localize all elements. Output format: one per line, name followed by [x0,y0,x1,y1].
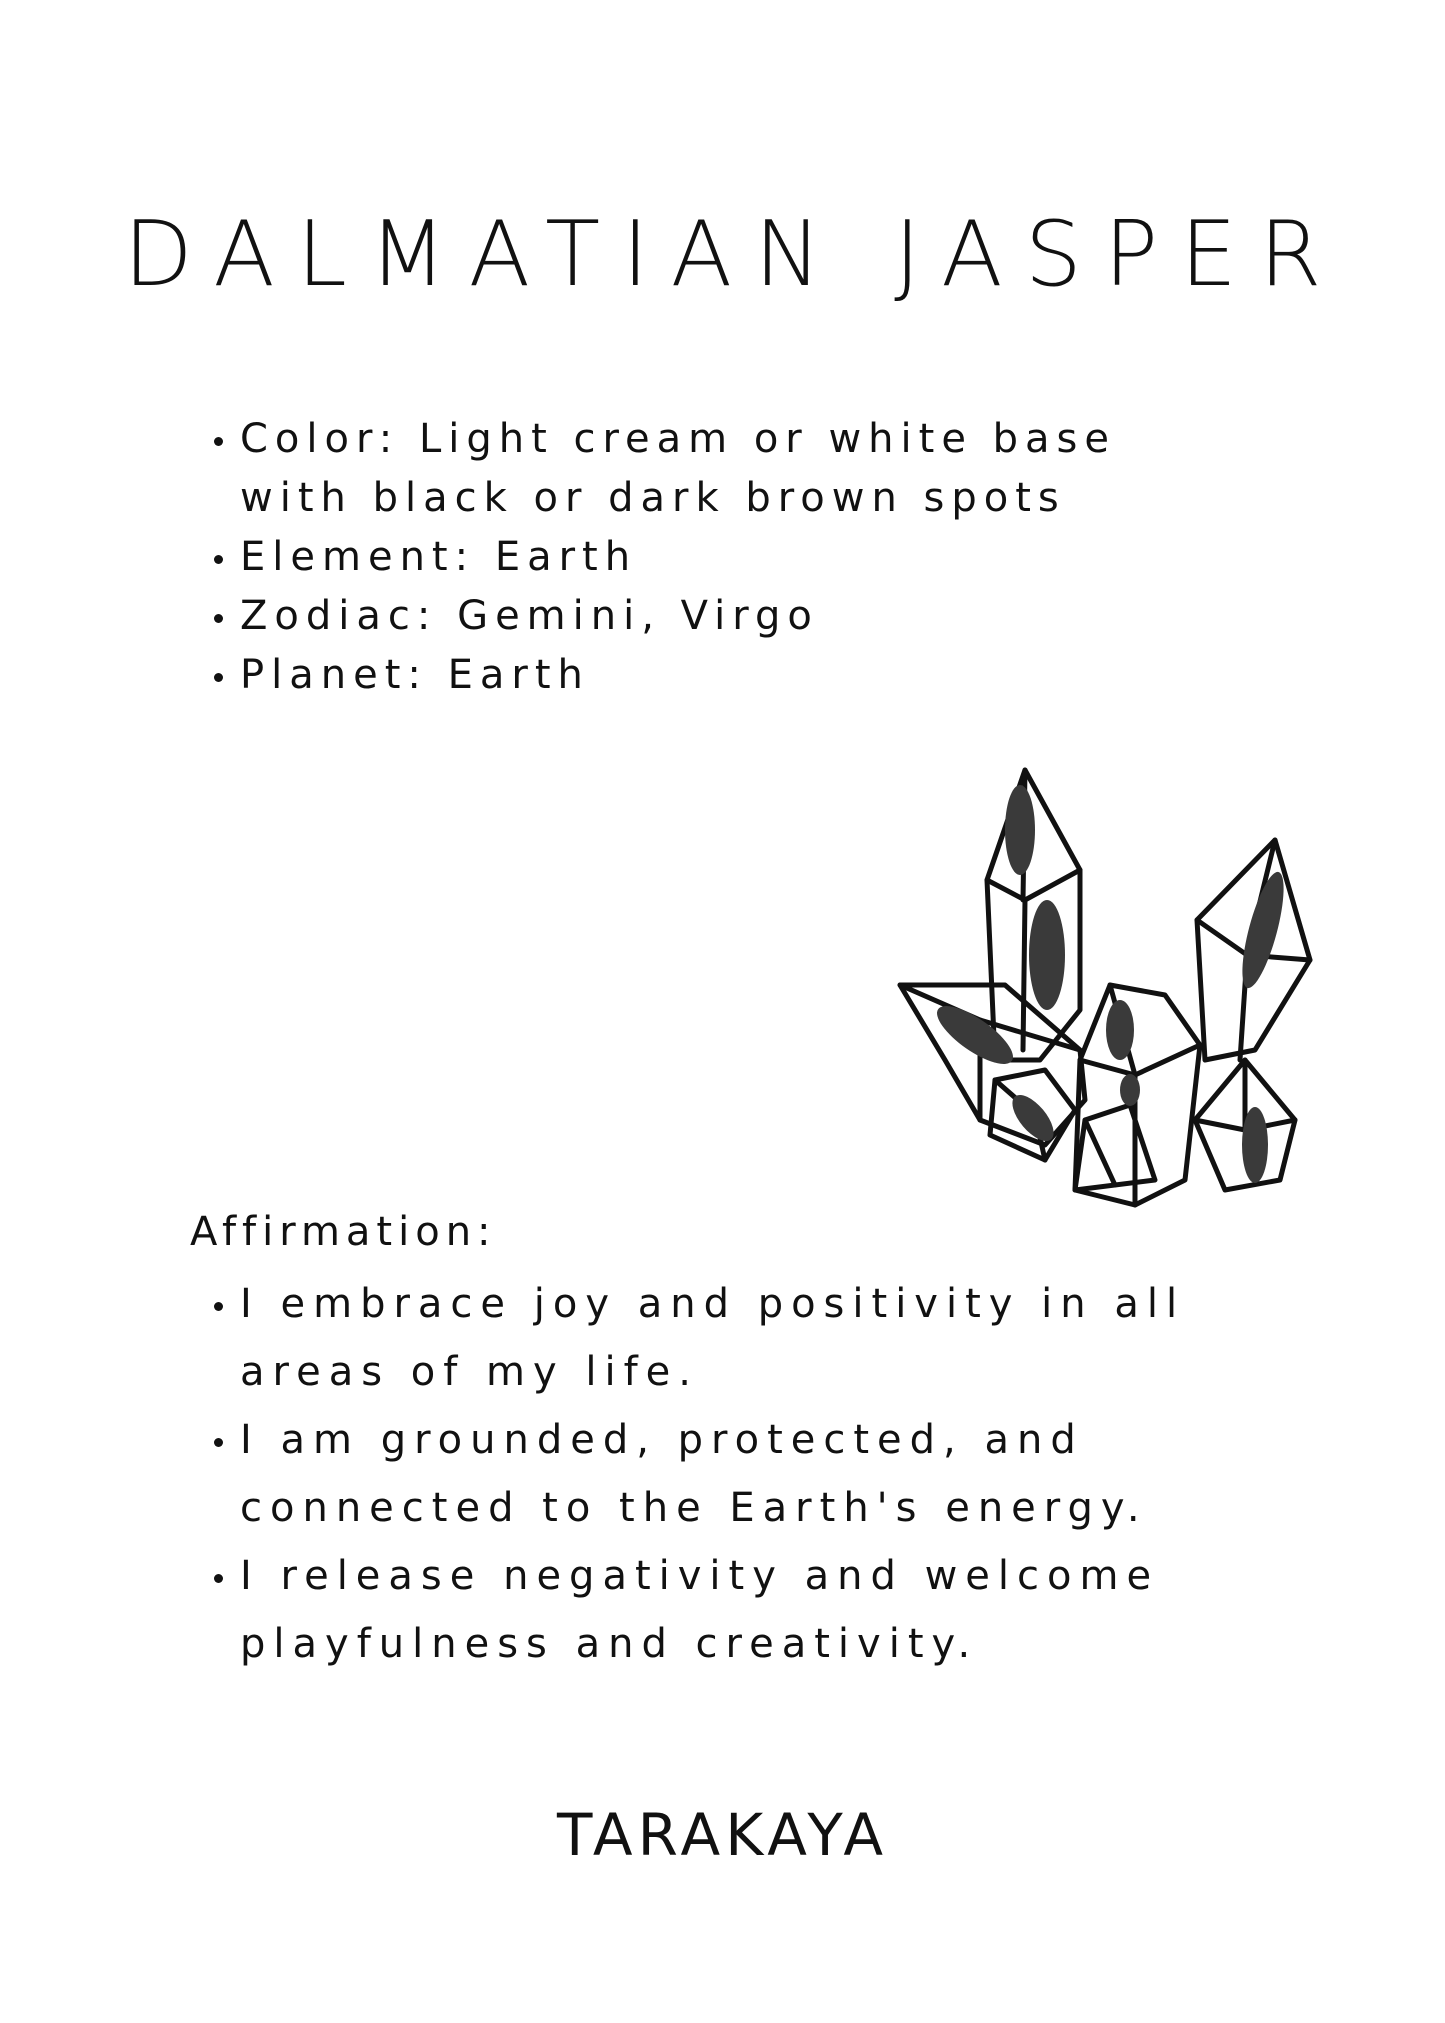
affirmation-item: I am grounded, protected, and connected to the Earth's energy. [210,1406,1310,1542]
property-label: Zodiac: [240,593,438,639]
brand-name: TARAKAYA [556,1801,889,1869]
property-value: Light cream or white base with black or dark brown spots [240,416,1117,521]
property-value: Earth [447,652,590,698]
property-label: Planet: [240,652,428,698]
property-label: Element: [240,534,476,580]
properties-list [210,410,1210,705]
property-planet [210,646,1210,705]
property-color [210,410,1210,528]
property-value: Gemini, Virgo [457,593,819,639]
page-title: DALMATIAN JASPER [123,202,1344,307]
affirmation-list [210,1270,1310,1678]
affirmation-heading: Affirmation: [190,1209,497,1255]
affirmation-item: I release negativity and welcome playfulness and creativity. [210,1542,1310,1678]
property-label: Color: [240,416,400,462]
crystal-cluster-icon [895,760,1325,1210]
property-element [210,528,1210,587]
property-zodiac [210,587,1210,646]
affirmation-item: I embrace joy and positivity in all areas of my life. [210,1270,1310,1406]
property-value: Earth [494,534,638,580]
